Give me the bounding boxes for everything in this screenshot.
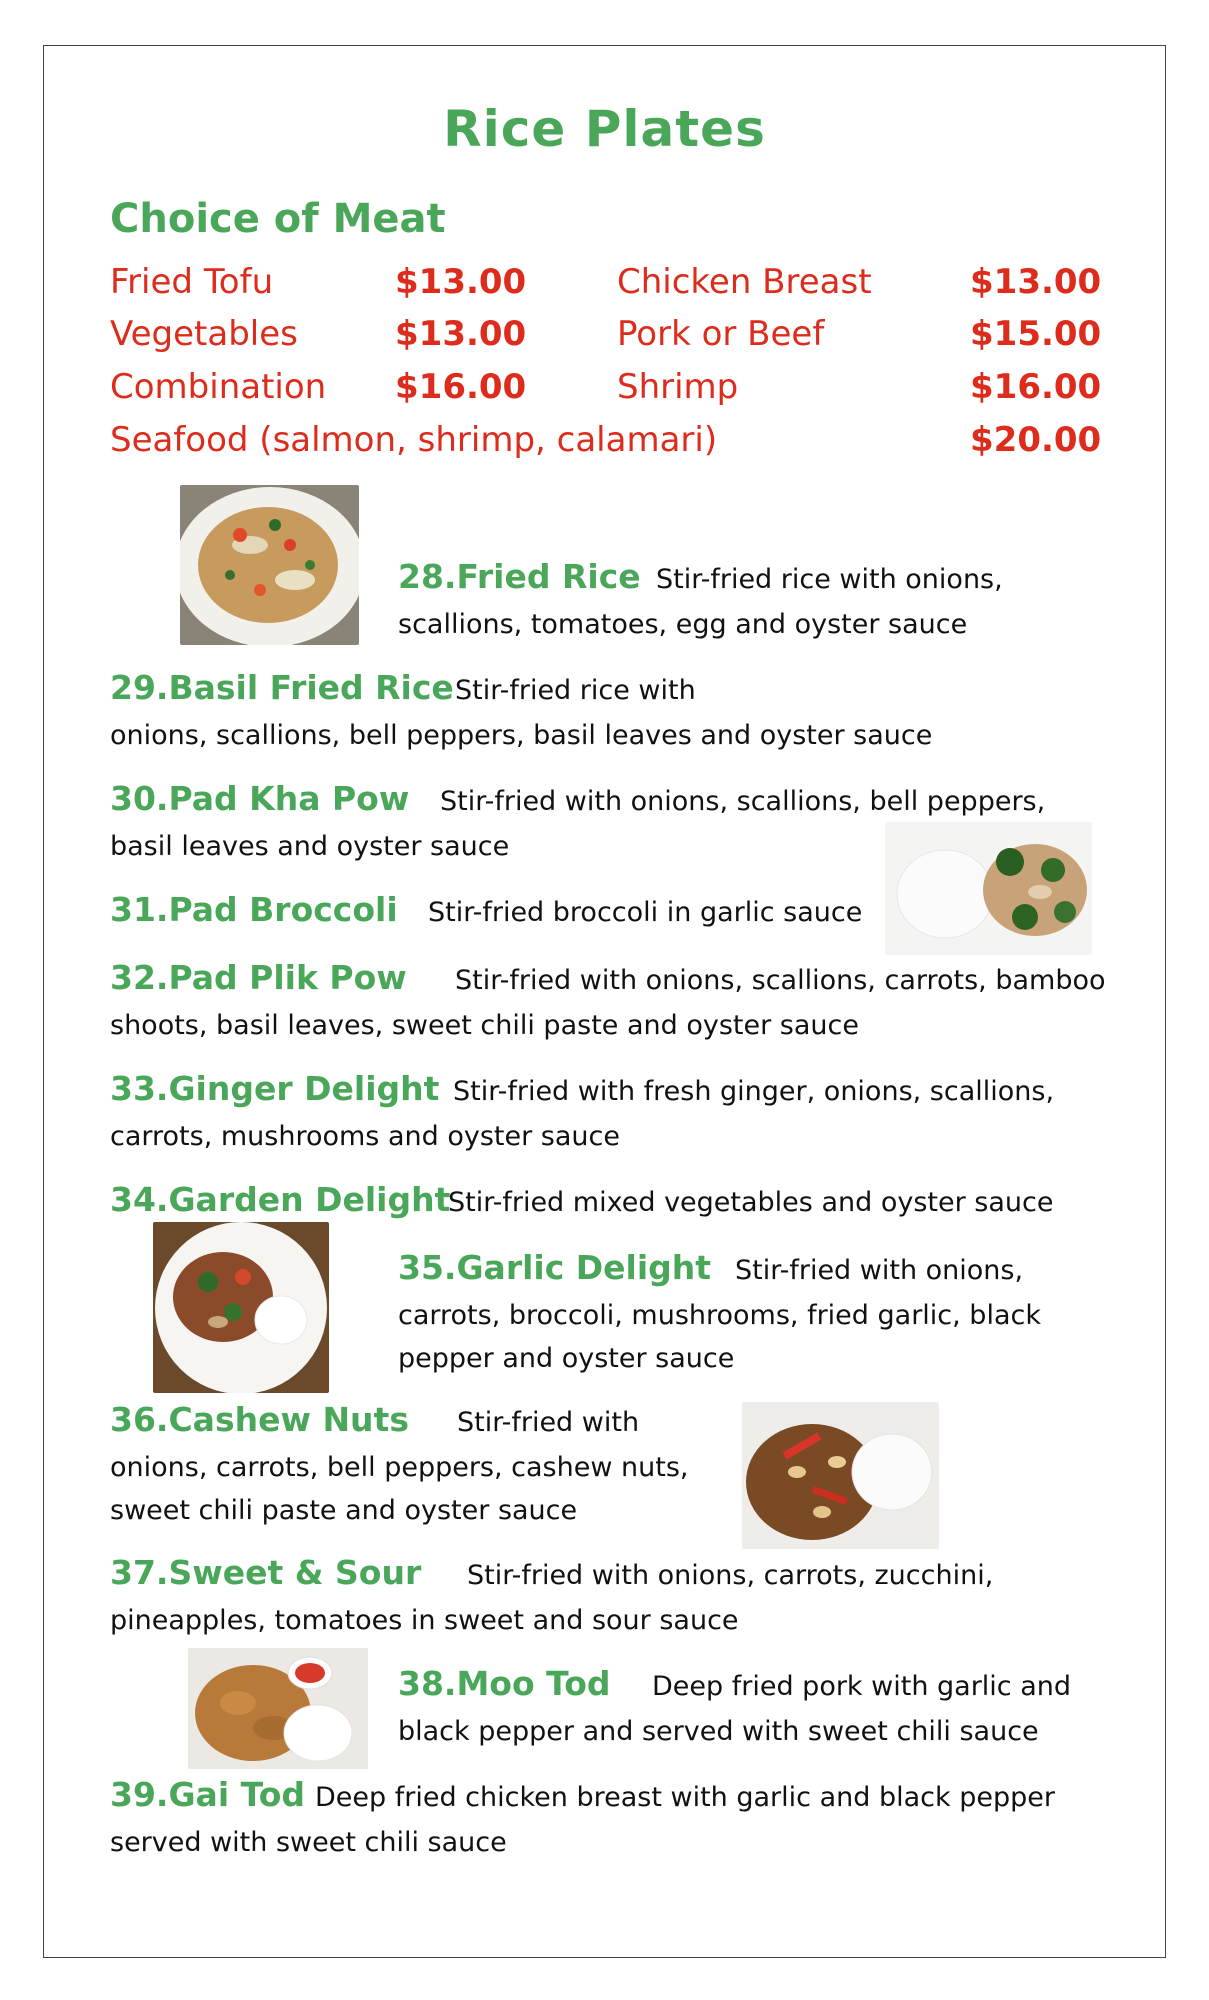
item-34-name: 34.Garden Delight (110, 1180, 451, 1219)
garlic-delight-photo (153, 1222, 329, 1393)
price-label-chicken-breast: Chicken Breast (617, 262, 872, 302)
item-32-name: 32.Pad Plik Pow (110, 958, 407, 997)
price-label-combination: Combination (110, 367, 327, 407)
price-fried-tofu: $13.00 (395, 262, 527, 302)
fried-rice-photo (180, 485, 359, 645)
item-30-desc-1: Stir-fried with onions, scallions, bell peppers, (440, 786, 1046, 817)
item-31-desc-1: Stir-fried broccoli in garlic sauce (428, 897, 863, 928)
price-chicken-breast: $13.00 (970, 262, 1102, 302)
pad-broccoli-photo (885, 822, 1092, 955)
item-36-desc-2: onions, carrots, bell peppers, cashew nuts, (110, 1452, 689, 1483)
price-pork-beef: $15.00 (970, 314, 1102, 354)
item-32-desc-1: Stir-fried with onions, scallions, carrots, bamboo (455, 965, 1106, 996)
price-seafood: $20.00 (970, 420, 1102, 460)
item-35-desc-2: carrots, broccoli, mushrooms, fried garlic, black (398, 1300, 1041, 1331)
item-38-desc-1: Deep fried pork with garlic and (652, 1671, 1072, 1702)
price-vegetables: $13.00 (395, 314, 527, 354)
page-title: Rice Plates (443, 100, 766, 158)
item-28-name: 28.Fried Rice (398, 557, 641, 596)
item-37-desc-2: pineapples, tomatoes in sweet and sour sauce (110, 1605, 739, 1636)
price-label-pork-beef: Pork or Beef (617, 314, 825, 354)
moo-tod-photo (188, 1648, 368, 1769)
item-37-name: 37.Sweet & Sour (110, 1553, 422, 1592)
item-30-name: 30.Pad Kha Pow (110, 779, 410, 818)
item-37-desc-1: Stir-fried with onions, carrots, zucchini, (467, 1560, 994, 1591)
price-combination: $16.00 (395, 367, 527, 407)
item-29-desc-2: onions, scallions, bell peppers, basil leaves and oyster sauce (110, 720, 933, 751)
item-35-name: 35.Garlic Delight (398, 1248, 712, 1287)
cashew-nuts-photo (742, 1402, 939, 1549)
item-35-desc-1: Stir-fried with onions, (735, 1255, 1024, 1286)
price-shrimp: $16.00 (970, 367, 1102, 407)
item-36-desc-3: sweet chili paste and oyster sauce (110, 1495, 578, 1526)
item-30-desc-2: basil leaves and oyster sauce (110, 831, 510, 862)
item-28-desc-1: Stir-fried rice with onions, (656, 564, 1003, 595)
item-32-desc-2: shoots, basil leaves, sweet chili paste and oyster sauce (110, 1010, 859, 1041)
item-36-desc-1: Stir-fried with (457, 1407, 640, 1438)
item-38-desc-2: black pepper and served with sweet chili sauce (398, 1716, 1039, 1747)
item-33-desc-1: Stir-fried with fresh ginger, onions, scallions, (453, 1076, 1055, 1107)
item-33-desc-2: carrots, mushrooms and oyster sauce (110, 1121, 620, 1152)
item-39-desc-2: served with sweet chili sauce (110, 1827, 507, 1858)
price-label-fried-tofu: Fried Tofu (110, 262, 274, 302)
item-38-name: 38.Moo Tod (398, 1664, 611, 1703)
price-label-seafood: Seafood (salmon, shrimp, calamari) (110, 420, 718, 460)
price-label-vegetables: Vegetables (110, 314, 298, 354)
item-36-name: 36.Cashew Nuts (110, 1400, 409, 1439)
choice-of-meat-heading: Choice of Meat (110, 196, 446, 242)
item-39-name: 39.Gai Tod (110, 1775, 306, 1814)
item-39-desc-1: Deep fried chicken breast with garlic and black pepper (315, 1782, 1055, 1813)
price-label-shrimp: Shrimp (617, 367, 739, 407)
item-33-name: 33.Ginger Delight (110, 1069, 440, 1108)
item-35-desc-3: pepper and oyster sauce (398, 1343, 735, 1374)
item-29-desc-1: Stir-fried rice with (455, 675, 696, 706)
item-31-name: 31.Pad Broccoli (110, 890, 398, 929)
item-34-desc-1: Stir-fried mixed vegetables and oyster sauce (448, 1187, 1054, 1218)
item-28-desc-2: scallions, tomatoes, egg and oyster sauce (398, 609, 968, 640)
item-29-name: 29.Basil Fried Rice (110, 668, 454, 707)
